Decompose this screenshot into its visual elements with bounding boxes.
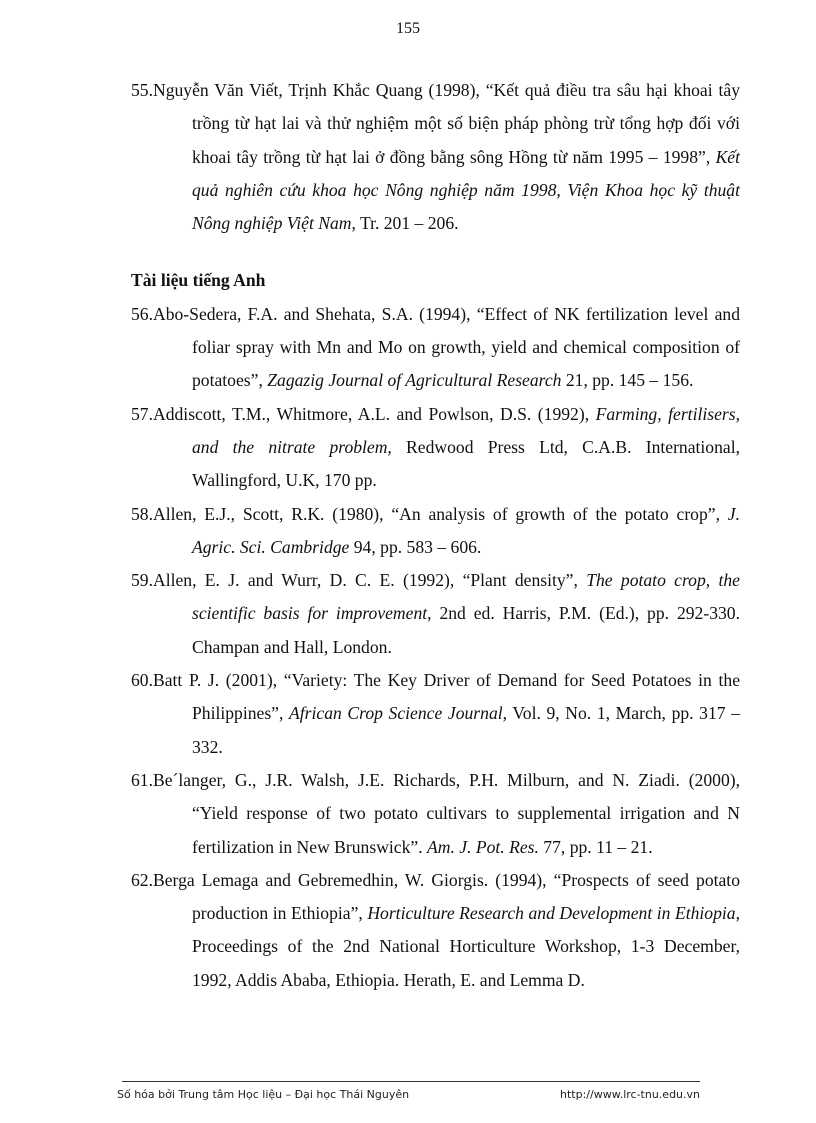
reference-text: Addiscott, T.M., Whitmore, A.L. and Powlson, D.S. (1992), <box>153 403 596 424</box>
reference-number: 55. <box>131 80 153 100</box>
reference-number: 61. <box>131 769 153 790</box>
reference-source-title: Farming, fertilisers, and the nitrate problem, <box>192 403 740 457</box>
reference-entry <box>131 398 740 498</box>
document-body <box>131 74 740 997</box>
reference-text: Berga Lemaga and Gebremedhin, W. Giorgis. (1994), “Prospects of seed potato production in Ethiopia”, <box>153 869 740 924</box>
reference-text: Vol. 9, No. 1, March, pp. 317 – 332. <box>192 703 740 757</box>
reference-text: Redwood Press Ltd, C.A.B. International, Wallingford, U.K, 170 pp. <box>192 436 740 491</box>
reference-number: 57. <box>131 403 153 424</box>
reference-text: , Proceedings of the 2nd National Horticulture Workshop, 1-3 December, 1992, Addis Ababa, Ethiopia. Herath, E. and Lemma D. <box>192 903 740 990</box>
reference-entry <box>131 498 740 565</box>
page-number: 155 <box>396 20 420 37</box>
footer-url: http://www.lrc-tnu.edu.vn <box>560 1088 700 1101</box>
reference-entry <box>131 664 740 764</box>
reference-text: 77, pp. 11 – 21. <box>538 836 653 857</box>
reference-source-title: Am. J. Pot. Res. <box>427 836 539 857</box>
reference-entry <box>131 298 740 398</box>
reference-text: 94, pp. 583 – 606. <box>349 536 482 557</box>
reference-entry <box>131 564 740 664</box>
reference-entry <box>131 864 740 997</box>
reference-number: 56. <box>131 303 153 324</box>
references-vietnamese <box>131 74 740 240</box>
reference-number: 58. <box>131 503 153 524</box>
footer-source: Số hóa bởi Trung tâm Học liệu – Đại học Thái Nguyên <box>117 1088 410 1101</box>
reference-text: 21, pp. 145 – 156. <box>561 370 694 391</box>
reference-source-title: J. Agric. Sci. Cambridge <box>192 503 740 557</box>
section-heading: Tài liệu tiếng Anh <box>131 270 266 291</box>
reference-number: 60. <box>131 670 153 691</box>
reference-text: Be´langer, G., J.R. Walsh, J.E. Richards, P.H. Milburn, and N. Ziadi. (2000), “Yield response of two potato cultivars to supplemental irrigation and N fertilization in New Brunswick”. <box>153 769 740 857</box>
reference-source-title: The potato crop, the scientific basis for improvement <box>192 570 740 624</box>
reference-number: 62. <box>131 869 153 890</box>
reference-source-title: African Crop Science Journal, <box>289 703 508 724</box>
references-english <box>131 298 740 997</box>
reference-text: Allen, E.J., Scott, R.K. (1980), “An analysis of growth of the potato crop”, <box>153 503 728 524</box>
reference-text: Allen, E. J. and Wurr, D. C. E. (1992), “Plant density”, <box>153 570 587 591</box>
reference-text: Nguyễn Văn Viết, Trịnh Khắc Quang (1998), “Kết quả điều tra sâu hại khoai tây trồng từ hạt lai và thử nghiệm một số biện pháp phòng trừ tổng hợp đối với khoai tây trồng từ hạt lai ở đồng bằng sông Hồng từ năm 1995 – 1998”, <box>153 80 740 167</box>
reference-text: Abo-Sedera, F.A. and Shehata, S.A. (1994), “Effect of NK fertilization level and foliar spray with Mn and Mo on growth, yield and chemical composition of potatoes”, <box>153 303 740 391</box>
reference-source-title: Kết quả nghiên cứu khoa học Nông nghiệp năm 1998, Viện Khoa học kỹ thuật Nông nghiệp Việt Nam <box>192 146 740 234</box>
footer-divider <box>122 1081 700 1082</box>
reference-text: , Tr. 201 – 206. <box>351 213 459 234</box>
reference-source-title: Horticulture Research and Development in Ethiopia <box>367 903 736 924</box>
reference-entry <box>131 764 740 864</box>
reference-text: Batt P. J. (2001), “Variety: The Key Driver of Demand for Seed Potatoes in the Philippines”, <box>153 670 740 724</box>
reference-source-title: Zagazig Journal of Agricultural Research <box>267 370 562 391</box>
reference-number: 59. <box>131 570 153 591</box>
reference-text: , 2nd ed. Harris, P.M. (Ed.), pp. 292-330. Champan and Hall, London. <box>192 603 740 657</box>
reference-entry <box>131 74 740 240</box>
